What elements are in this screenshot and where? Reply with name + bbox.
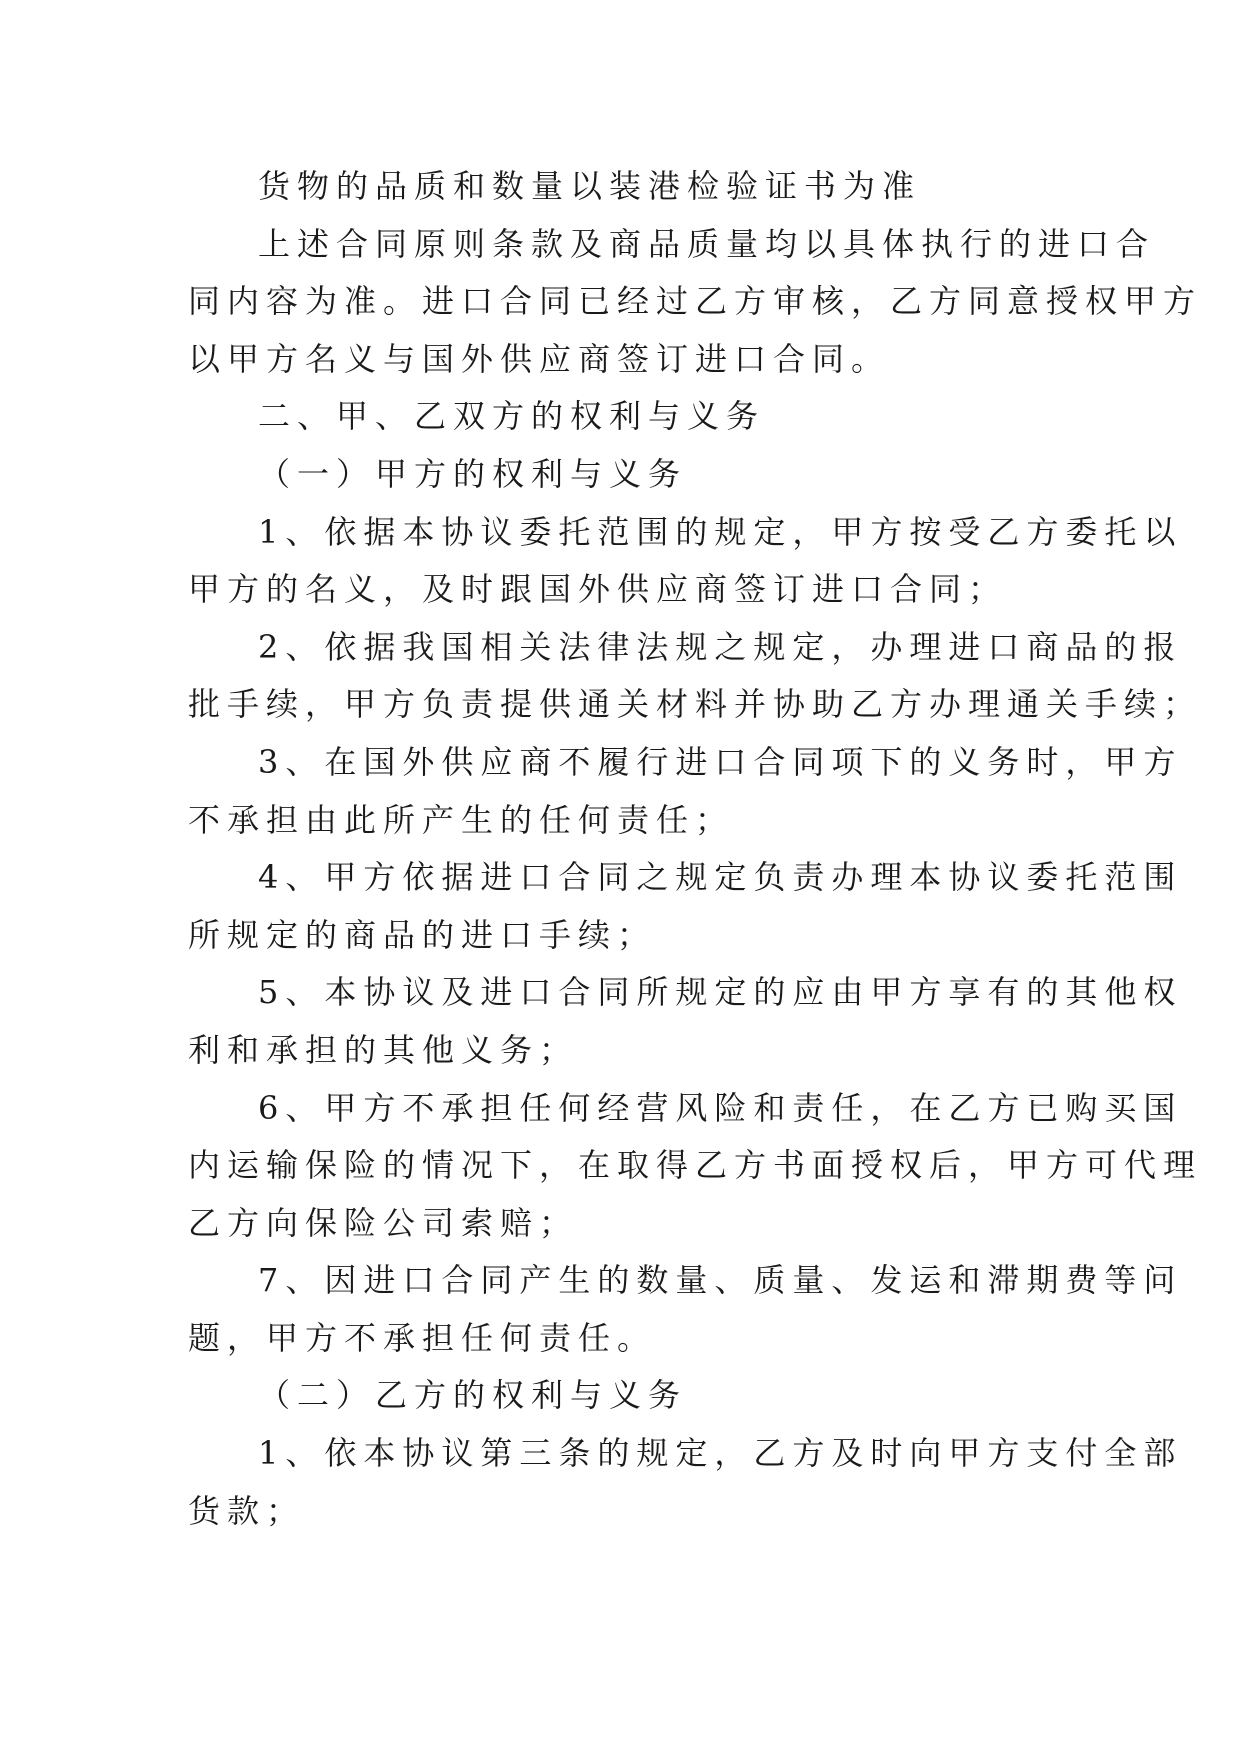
subsection-heading: （一）甲方的权利与义务: [258, 454, 688, 493]
subsection-heading: （二）乙方的权利与义务: [258, 1376, 688, 1415]
list-item-line: 1、依据本协议委托范围的规定，甲方按受乙方委托以: [258, 512, 1183, 551]
list-item-line: 2、依据我国相关法律法规之规定，办理进口商品的报: [258, 627, 1183, 666]
paragraph-line: 上述合同原则条款及商品质量均以具体执行的进口合: [258, 224, 1156, 263]
list-item-line: 3、在国外供应商不履行进口合同项下的义务时，甲方: [258, 742, 1183, 781]
document-body: [188, 158, 1203, 1540]
list-item-line: 内运输保险的情况下，在取得乙方书面授权后，甲方可代理: [188, 1146, 1203, 1185]
list-item-line: 4、甲方依据进口合同之规定负责办理本协议委托范围: [258, 858, 1183, 897]
paragraph-line: 同内容为准。进口合同已经过乙方审核，乙方同意授权甲方: [188, 282, 1203, 321]
list-item-line: 5、本协议及进口合同所规定的应由甲方享有的其他权: [258, 973, 1183, 1012]
list-item-line: 7、因进口合同产生的数量、质量、发运和滞期费等问: [258, 1261, 1183, 1300]
list-item-line: 6、甲方不承担任何经营风险和责任，在乙方已购买国: [258, 1088, 1183, 1127]
section-heading: 二、甲、乙双方的权利与义务: [258, 397, 766, 436]
list-item-line: 货款；: [188, 1491, 306, 1530]
list-item-line: 不承担由此所产生的任何责任；: [188, 800, 735, 839]
list-item-line: 批手续，甲方负责提供通关材料并协助乙方办理通关手续；: [188, 685, 1203, 724]
list-item-line: 利和承担的其他义务；: [188, 1030, 579, 1069]
paragraph-line: 货物的品质和数量以装港检验证书为准: [258, 167, 922, 205]
list-item-line: 题，甲方不承担任何责任。: [188, 1318, 657, 1357]
list-item-line: 甲方的名义，及时跟国外供应商签订进口合同；: [188, 570, 1008, 609]
paragraph-line: 以甲方名义与国外供应商签订进口合同。: [188, 339, 891, 378]
list-item-line: 1、依本协议第三条的规定，乙方及时向甲方支付全部: [258, 1434, 1183, 1473]
list-item-line: 乙方向保险公司索赔；: [188, 1203, 579, 1242]
list-item-line: 所规定的商品的进口手续；: [188, 915, 657, 954]
